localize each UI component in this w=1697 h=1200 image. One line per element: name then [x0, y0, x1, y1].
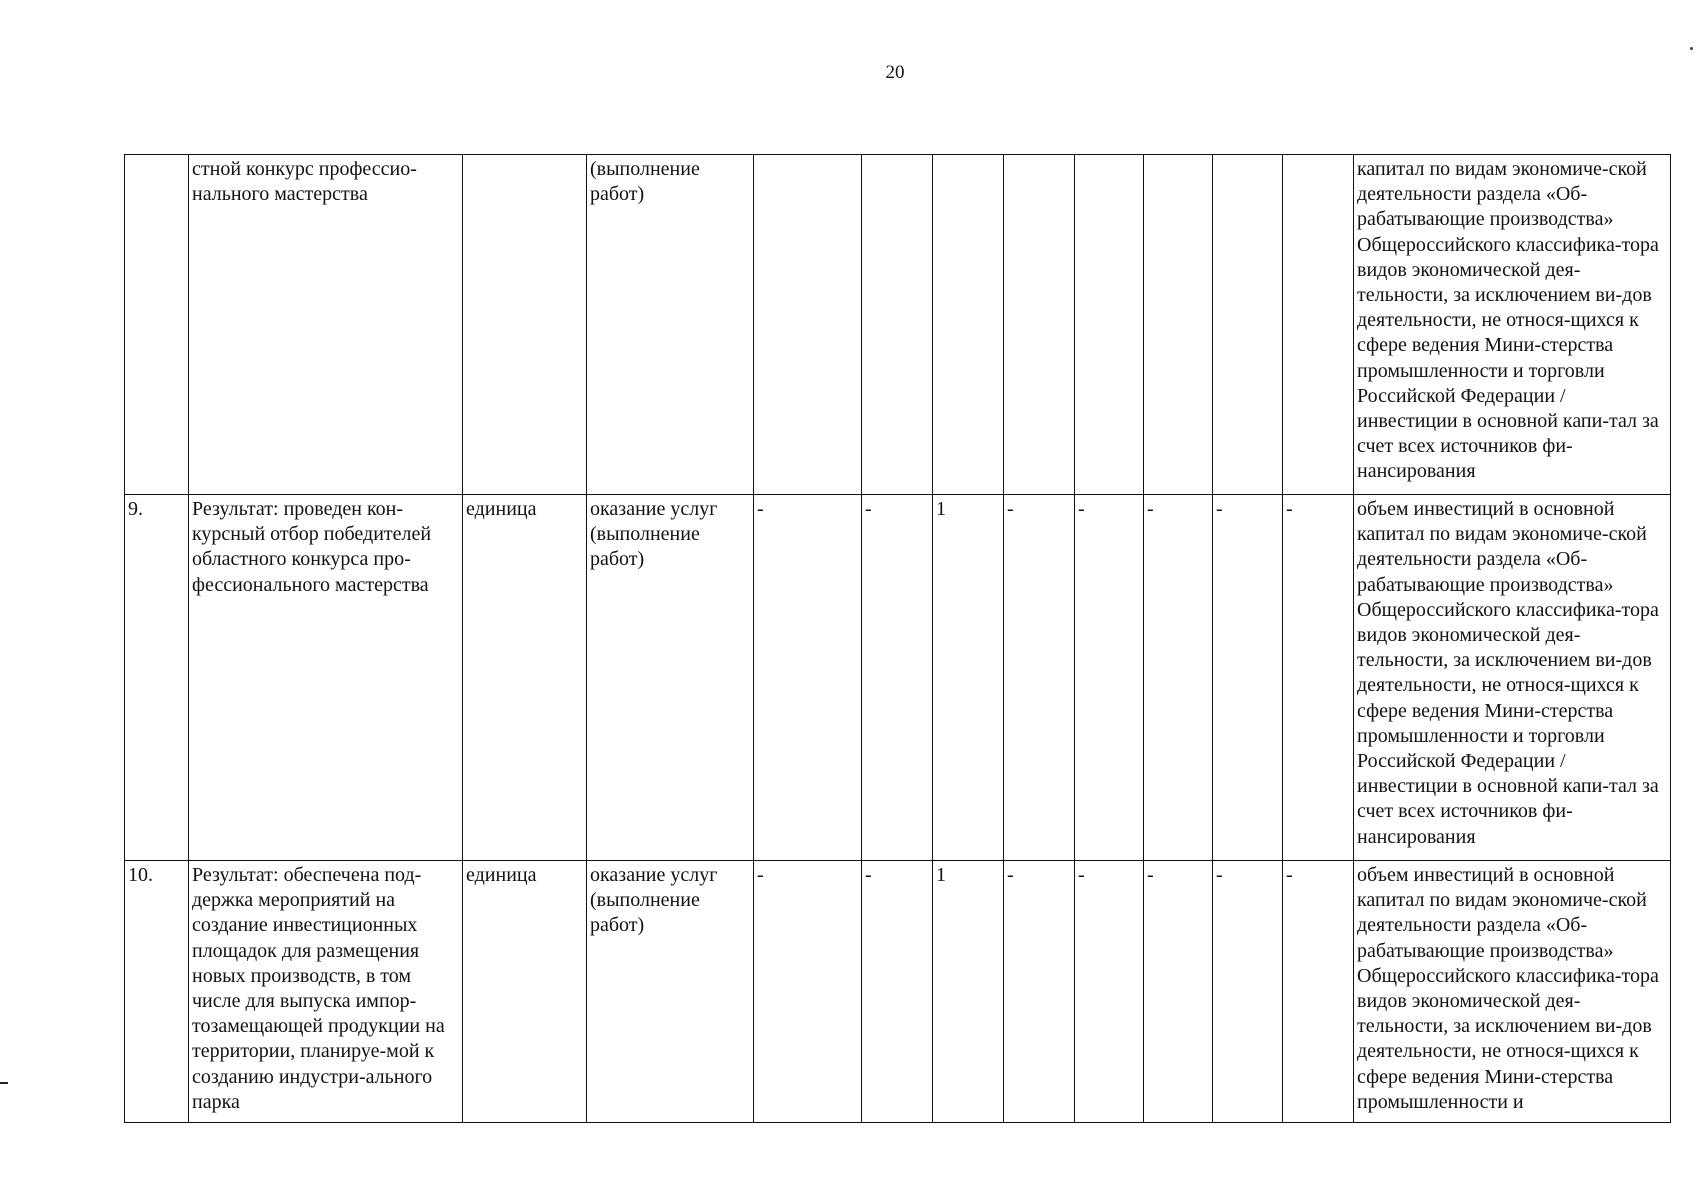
value-cell: [1144, 155, 1213, 495]
type-cell: оказание услуг (выполнение работ): [587, 861, 754, 1123]
value-cell: -: [1004, 495, 1075, 861]
page-number: 20: [885, 62, 905, 83]
value-cell: 1: [933, 495, 1004, 861]
results-table: [124, 154, 1671, 1123]
table-row: [125, 155, 1671, 495]
value-cell: -: [862, 495, 933, 861]
indicator-cell: объем инвестиций в основной капитал по видам экономиче-ской деятельности раздела «Об-рабатывающие производства» Общероссийского классифика-тора видов экономической дея-тельности, за исключением ви-дов деятельности, не относя-щихся к сфере ведения Мини-стерства промышленности и торговли Российской Федерации / инвестиции в основной капи-тал за счет всех источников фи-нансирования: [1354, 495, 1671, 861]
value-cell: -: [1283, 861, 1354, 1123]
value-cell: -: [1004, 861, 1075, 1123]
value-cell: -: [1213, 495, 1283, 861]
row-number-cell: 9.: [125, 495, 189, 861]
value-cell: -: [862, 861, 933, 1123]
unit-cell: единица: [463, 861, 587, 1123]
result-cell: Результат: проведен кон-курсный отбор победителей областного конкурса про-фессионального мастерства: [189, 495, 463, 861]
value-cell: [754, 155, 862, 495]
value-cell: -: [1213, 861, 1283, 1123]
value-cell: -: [1075, 495, 1144, 861]
value-cell: [1004, 155, 1075, 495]
row-number-cell: 10.: [125, 861, 189, 1123]
value-cell: -: [1075, 861, 1144, 1123]
value-cell: -: [1283, 495, 1354, 861]
value-cell: -: [1144, 861, 1213, 1123]
row-number-cell: [125, 155, 189, 495]
indicator-cell: объем инвестиций в основной капитал по видам экономиче-ской деятельности раздела «Об-рабатывающие производства» Общероссийского классифика-тора видов экономической дея-тельности, за исключением ви-дов деятельности, не относя-щихся к сфере ведения Мини-стерства промышленности и: [1354, 861, 1671, 1123]
indicator-cell: капитал по видам экономиче-ской деятельности раздела «Об-рабатывающие производства» Общероссийского классифика-тора видов экономической дея-тельности, за исключением ви-дов деятельности, не относя-щихся к сфере ведения Мини-стерства промышленности и торговли Российской Федерации / инвестиции в основной капи-тал за счет всех источников фи-нансирования: [1354, 155, 1671, 495]
type-cell: (выполнение работ): [587, 155, 754, 495]
value-cell: [1213, 155, 1283, 495]
value-cell: [1283, 155, 1354, 495]
value-cell: -: [754, 495, 862, 861]
value-cell: [1075, 155, 1144, 495]
value-cell: [933, 155, 1004, 495]
value-cell: -: [754, 861, 862, 1123]
result-cell: Результат: обеспечена под-держка мероприятий на создание инвестиционных площадок для размещения новых производств, в том числе для выпуска импор-тозамещающей продукции на территории, планируе-мой к созданию индустри-ального парка: [189, 861, 463, 1123]
table-row: [125, 495, 1671, 861]
table-row: [125, 861, 1671, 1123]
type-cell: оказание услуг (выполнение работ): [587, 495, 754, 861]
margin-mark: [0, 1082, 8, 1084]
scan-speck: [1690, 47, 1693, 50]
value-cell: 1: [933, 861, 1004, 1123]
value-cell: -: [1144, 495, 1213, 861]
unit-cell: [463, 155, 587, 495]
result-cell: стной конкурс профессио-нального мастерства: [189, 155, 463, 495]
unit-cell: единица: [463, 495, 587, 861]
value-cell: [862, 155, 933, 495]
